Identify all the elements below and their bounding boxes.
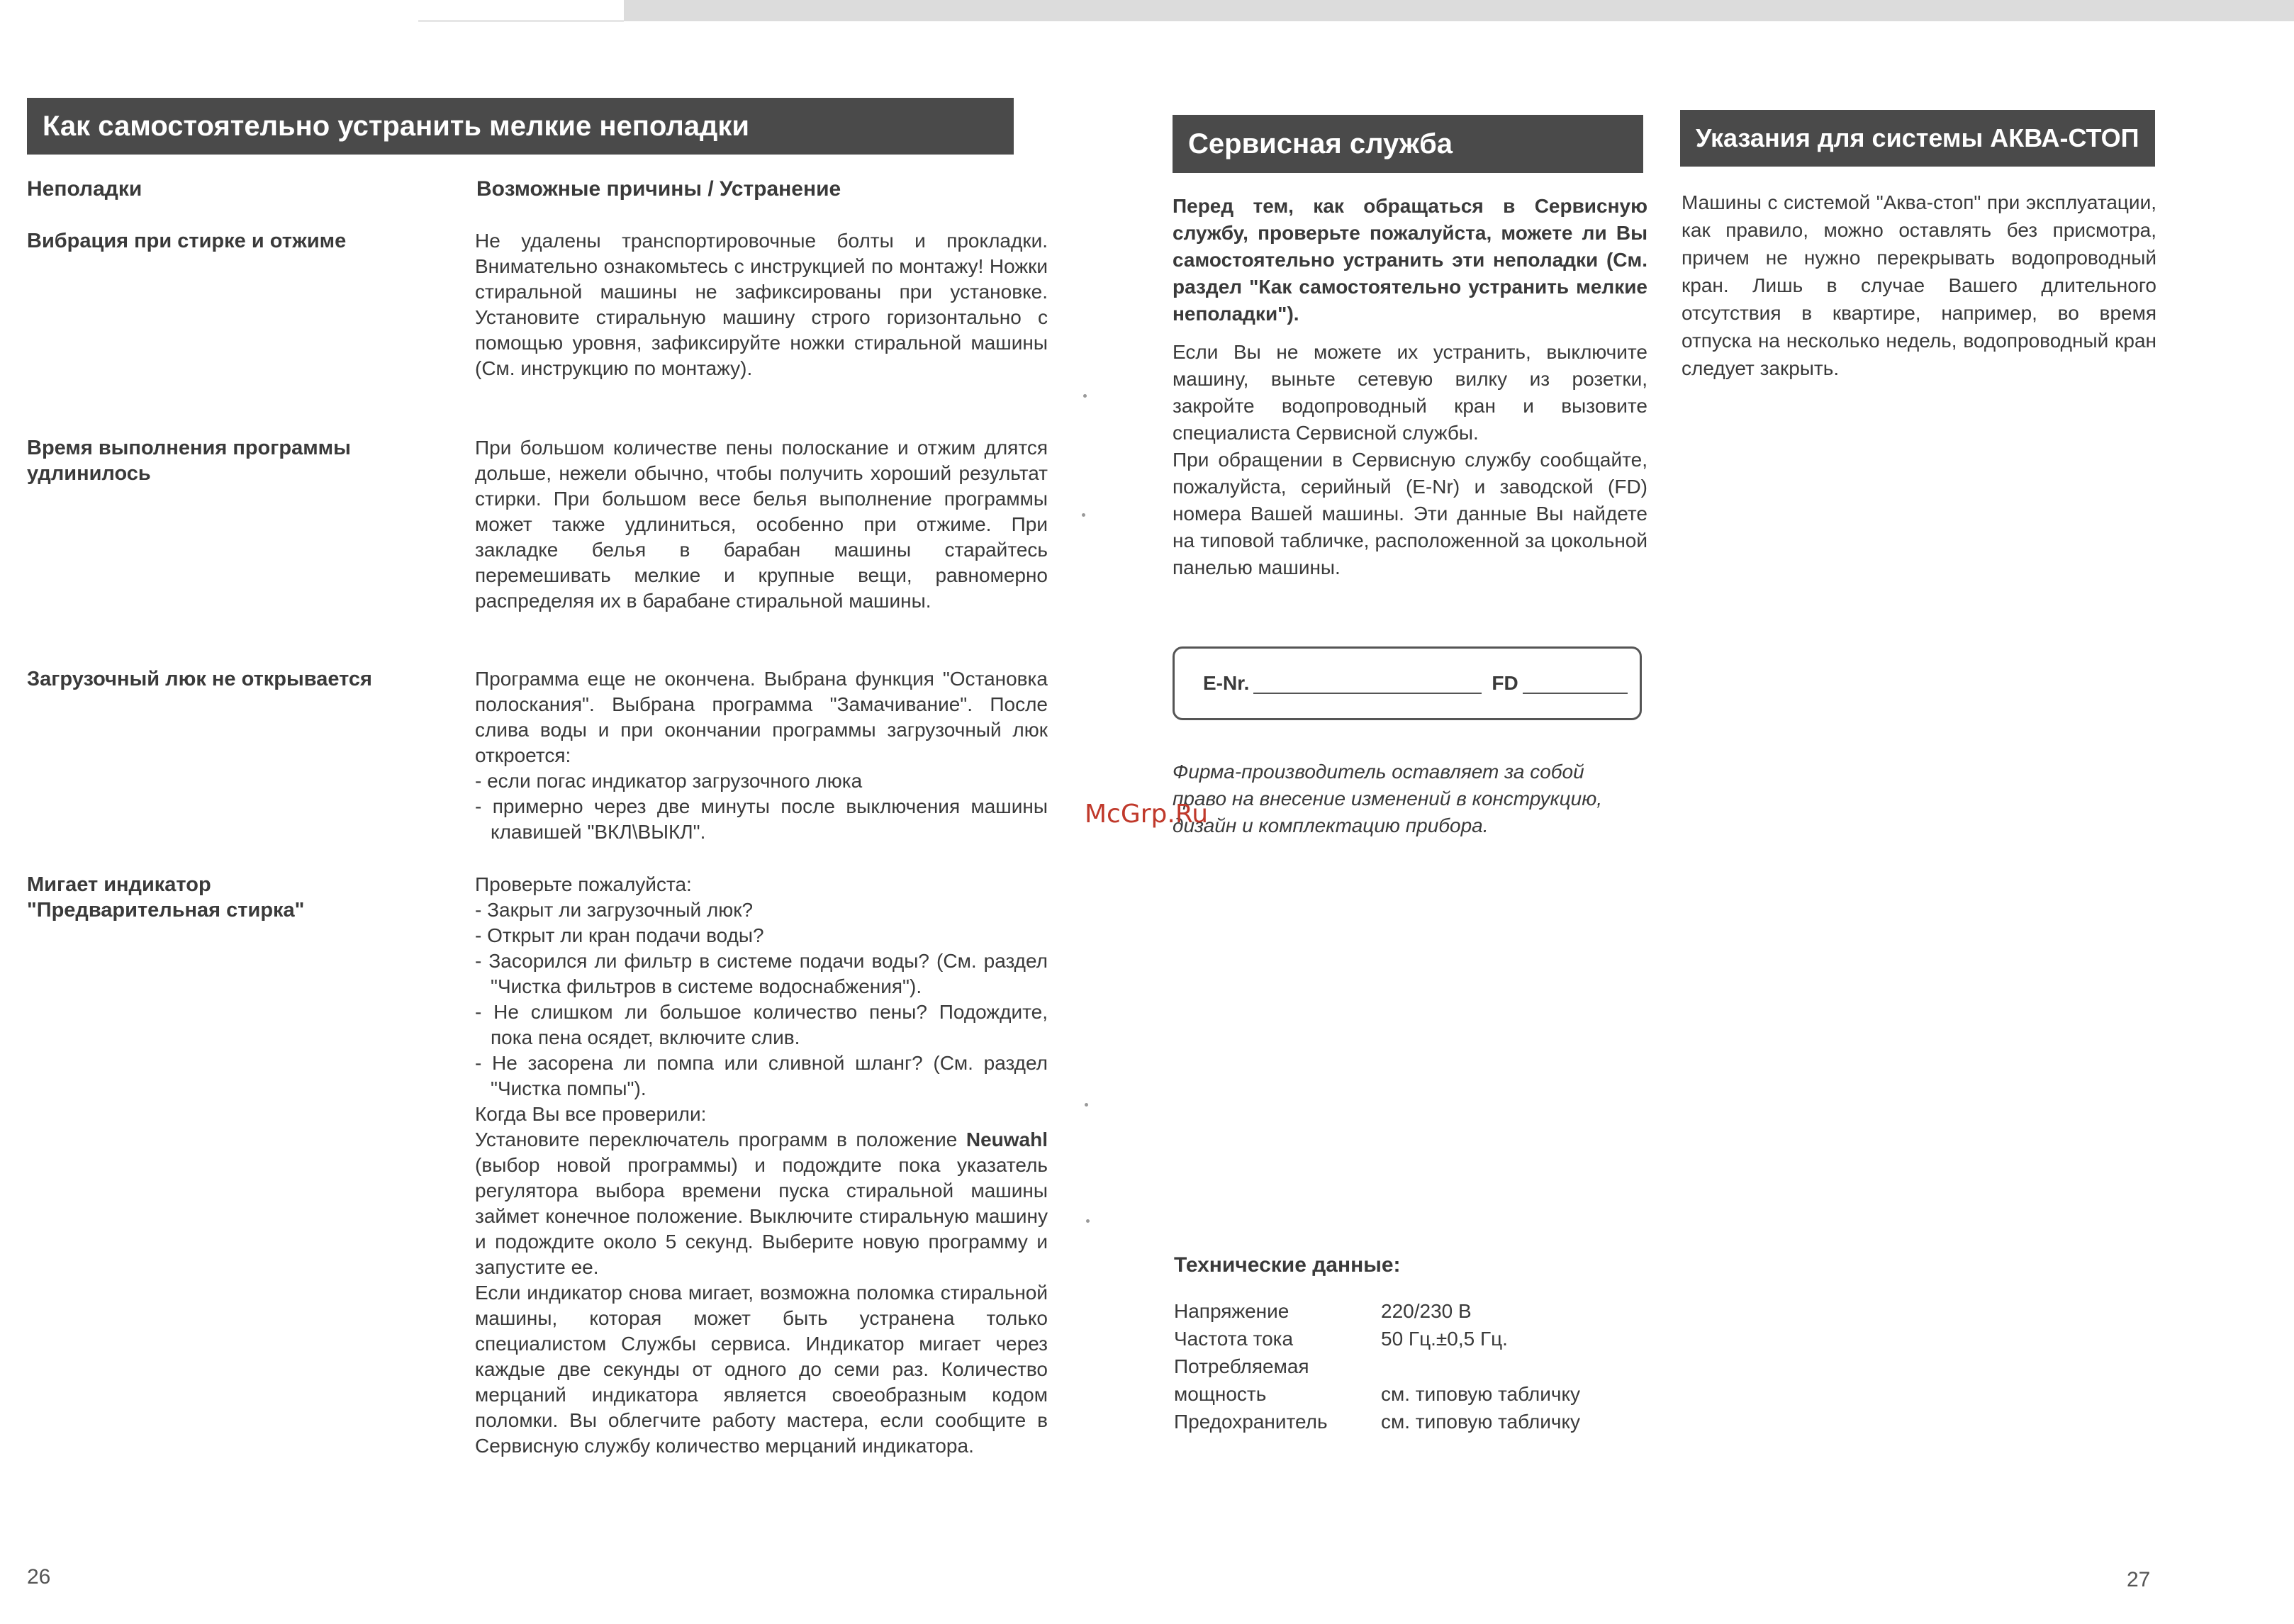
spec-value: см. типовую табличку bbox=[1381, 1411, 1581, 1433]
solution-paragraph: Программа еще не окончена. Выбрана функция "Остановка полоскания". Выбрана программа "Замачивание". После слива воды и при окончании программы загрузочный люк откроется: bbox=[475, 668, 1048, 766]
solution-paragraph: Если индикатор снова мигает, возможна поломка стиральной машины, которая может быть устранена только специалистом Службы сервиса. Индикатор мигает через каждые две секунды от одного до семи раз. Количество мерцаний индикатора является своеобразным кодом поломки. Вы облегчите работу мастера, если сообщите в Сервисную службу количество мерцаний индикатора. bbox=[475, 1282, 1048, 1457]
solution-list bbox=[475, 768, 1048, 845]
list-item: - Засорился ли фильтр в системе подачи воды? (См. раздел "Чистка фильтров в системе водоснабжения"). bbox=[475, 948, 1048, 999]
column-header-problems: Неполадки bbox=[27, 177, 142, 201]
program-name: Neuwahl bbox=[966, 1129, 1048, 1150]
scan-top-line bbox=[418, 20, 624, 22]
spec-value: 50 Гц.±0,5 Гц. bbox=[1381, 1328, 1508, 1350]
table-row bbox=[1174, 1408, 1580, 1435]
list-item: - Открыт ли кран подачи воды? bbox=[475, 923, 1048, 948]
tech-data-table bbox=[1174, 1297, 1580, 1435]
page-number-right: 27 bbox=[2127, 1568, 2151, 1591]
problem-label: Мигает индикатор "Предварительная стирка" bbox=[27, 873, 305, 922]
page-number-left: 26 bbox=[27, 1565, 51, 1589]
problem-label: Время выполнения программы удлинилось bbox=[27, 437, 351, 485]
service-title: Сервисная служба bbox=[1173, 115, 1643, 173]
serial-number-box bbox=[1173, 646, 1642, 720]
text-fragment: (выбор новой программы) и подождите пока указатель регулятора выбора времени пуска стиральной машины займет конечное положение. Выключите стиральную машину и подождите около 5 секунд. Выберите новую программу и запустите ее. bbox=[475, 1154, 1048, 1278]
check-list bbox=[475, 897, 1048, 1102]
list-item: - Не слишком ли большое количество пены? Подождите, пока пена осядет, включите слив. bbox=[475, 999, 1048, 1051]
scan-speck bbox=[1082, 513, 1085, 517]
list-item: - Не засорена ли помпа или сливной шланг? (См. раздел "Чистка помпы"). bbox=[475, 1051, 1048, 1102]
table-row bbox=[1174, 1380, 1580, 1408]
spec-value: 220/230 В bbox=[1381, 1300, 1472, 1322]
enr-line bbox=[1253, 673, 1482, 694]
column-header-causes: Возможные причины / Устранение bbox=[476, 177, 841, 201]
spec-key: Напряжение bbox=[1174, 1300, 1289, 1322]
scan-speck bbox=[1083, 394, 1087, 398]
list-item: - примерно через две минуты после выключения машины клавишей "ВКЛ\ВЫКЛ". bbox=[475, 794, 1048, 845]
list-item: - Закрыт ли загрузочный люк? bbox=[475, 897, 1048, 923]
fd-label: FD bbox=[1492, 672, 1518, 694]
service-intro: Перед тем, как обращаться в Сервисную службу, проверьте пожалуйста, можете ли Вы самостоятельно устранить эти неполадки (См. раздел "Как самостоятельно устранить мелкие неполадки"). bbox=[1173, 195, 1647, 325]
solution-paragraph bbox=[475, 1127, 1048, 1280]
spec-value bbox=[1381, 1353, 1580, 1380]
scan-speck bbox=[1085, 1103, 1088, 1107]
table-row bbox=[1174, 1325, 1580, 1353]
table-row bbox=[1174, 1353, 1580, 1380]
service-paragraph: Если Вы не можете их устранить, выключите машину, выньте сетевую вилку из розетки, закройте водопроводный кран и вызовите специалиста Сервисной службы. bbox=[1173, 341, 1647, 444]
spec-key: мощность bbox=[1174, 1383, 1267, 1405]
enr-label: E-Nr. bbox=[1203, 672, 1250, 694]
solution-text: Не удалены транспортировочные болты и прокладки. Внимательно ознакомьтесь с инструкцией по монтажу! Ножки стиральной машины не зафиксированы при установке. Установите стиральную машину строго горизонтально с помощью уровня, зафиксируйте ножки стиральной машины (См. инструкцию по монтажу). bbox=[475, 230, 1048, 379]
watermark: McGrp.Ru bbox=[1085, 800, 1209, 829]
problem-label: Загрузочный люк не открывается bbox=[27, 668, 372, 690]
solution-text: При большом количестве пены полоскание и отжим длятся дольше, нежели обычно, чтобы получить хороший результат стирки. При большом весе белья выполнение программы может также удлиниться, особенно при отжиме. При закладке белья в барабан машины старайтесь перемешивать мелкие и крупные вещи, равномерно распределяя их в барабане стиральной машины. bbox=[475, 437, 1048, 612]
fd-line bbox=[1523, 673, 1628, 694]
spec-key: Предохранитель bbox=[1174, 1411, 1328, 1433]
table-row bbox=[1174, 1297, 1580, 1325]
list-item: - если погас индикатор загрузочного люка bbox=[475, 768, 1048, 794]
troubleshooting-title: Как самостоятельно устранить мелкие неполадки bbox=[27, 98, 1014, 155]
scan-top-edge bbox=[624, 0, 2294, 21]
tech-data-title: Технические данные: bbox=[1174, 1253, 1401, 1277]
service-paragraph: При обращении в Сервисную службу сообщайте, пожалуйста, серийный (E-Nr) и заводской (FD) номера Вашей машины. Эти данные Вы найдете на типовой табличке, расположенной за цокольной панелью машины. bbox=[1173, 449, 1647, 578]
solution-text bbox=[475, 666, 1048, 845]
manufacturer-disclaimer: Фирма-производитель оставляет за собой право на внесение изменений в конструкцию, дизайн и комплектацию прибора. bbox=[1173, 761, 1603, 836]
aquastop-text: Машины с системой "Аква-стоп" при эксплуатации, как правило, можно оставлять без присмотра, причем не нужно перекрывать водопроводный кран. Лишь в случае Вашего длительного отсутствия в квартире, например, во время отпуска на несколько недель, водопроводный кран следует закрыть. bbox=[1682, 191, 2156, 379]
text-fragment: Установите переключатель программ в положение bbox=[475, 1129, 966, 1150]
solution-intro: Проверьте пожалуйста: bbox=[475, 873, 692, 895]
scan-speck bbox=[1086, 1219, 1090, 1223]
problem-label: Вибрация при стирке и отжиме bbox=[27, 230, 347, 252]
spec-value: см. типовую табличку bbox=[1381, 1383, 1581, 1405]
solution-text bbox=[475, 872, 1048, 1459]
spec-key: Потребляемая bbox=[1174, 1355, 1309, 1377]
aquastop-title: Указания для системы АКВА-СТОП bbox=[1680, 110, 2155, 167]
solution-after: Когда Вы все проверили: bbox=[475, 1103, 707, 1125]
service-body bbox=[1173, 339, 1647, 581]
spec-key: Частота тока bbox=[1174, 1328, 1294, 1350]
